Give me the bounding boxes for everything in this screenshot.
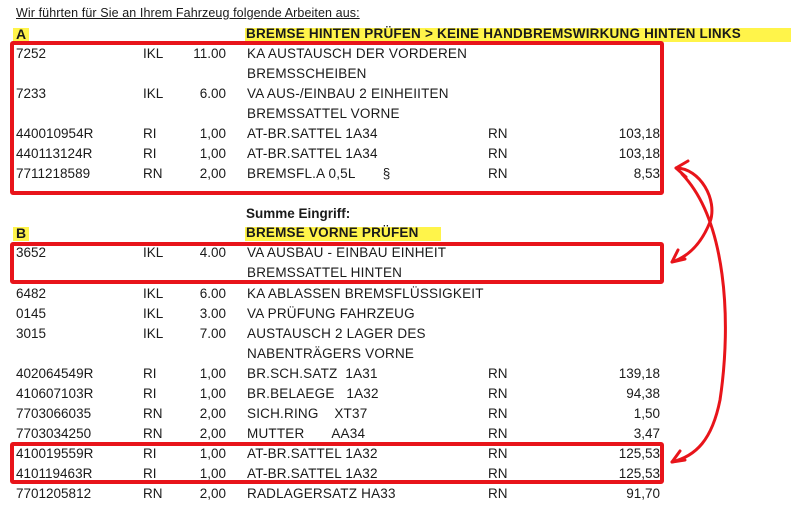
part-code: 6482	[16, 286, 47, 301]
quantity: 2,00	[199, 166, 226, 181]
section-b-letter: B	[16, 225, 27, 241]
quantity: 2,00	[199, 406, 226, 421]
item-type: IKL	[143, 306, 164, 321]
description-continued: NABENTRÄGERS VORNE	[247, 346, 415, 361]
part-code: 402064549R	[16, 366, 94, 381]
quantity: 1,00	[199, 466, 226, 481]
description-continued: BREMSSCHEIBEN	[247, 66, 367, 81]
part-code: 440010954R	[16, 126, 94, 141]
description: AT-BR.SATTEL 1A34	[247, 126, 378, 141]
item-type: RI	[143, 446, 157, 461]
item-type: RI	[143, 466, 157, 481]
quantity: 6.00	[199, 86, 226, 101]
description: MUTTER AA34	[247, 426, 366, 441]
unit: RN	[488, 426, 508, 441]
part-code: 7252	[16, 46, 47, 61]
part-code: 7711218589	[16, 166, 91, 181]
description: RADLAGERSATZ HA33	[247, 486, 396, 501]
section-b-title: BREMSE VORNE PRÜFEN	[246, 225, 419, 240]
description-continued: BREMSSATTEL HINTEN	[247, 265, 403, 280]
price: 91,70	[626, 486, 660, 501]
quantity: 6.00	[199, 286, 226, 301]
part-code: 0145	[16, 306, 47, 321]
item-type: IKL	[143, 46, 164, 61]
section-a-letter: A	[16, 26, 27, 42]
section-a-title: BREMSE HINTEN PRÜFEN > KEINE HANDBREMSWIRKUNG HINTEN LINKS	[246, 26, 741, 41]
item-type: RI	[143, 126, 157, 141]
description: VA PRÜFUNG FAHRZEUG	[247, 306, 415, 321]
item-type: RN	[143, 166, 163, 181]
price: 103,18	[618, 126, 660, 141]
part-code: 3015	[16, 326, 47, 341]
price: 8,53	[633, 166, 660, 181]
description: AT-BR.SATTEL 1A34	[247, 146, 378, 161]
part-code: 410607103R	[16, 386, 94, 401]
unit: RN	[488, 406, 508, 421]
description: BR.BELAEGE 1A32	[247, 386, 379, 401]
description: VA AUSBAU - EINBAU EINHEIT	[247, 245, 447, 260]
quantity: 1,00	[199, 366, 226, 381]
item-type: RN	[143, 426, 163, 441]
description: SICH.RING XT37	[247, 406, 368, 421]
item-type: RN	[143, 486, 163, 501]
quantity: 1,00	[199, 386, 226, 401]
part-code: 7701205812	[16, 486, 92, 501]
intro-text: Wir führten für Sie an Ihrem Fahrzeug folgende Arbeiten aus:	[16, 6, 360, 20]
description: AT-BR.SATTEL 1A32	[247, 466, 378, 481]
price: 139,18	[618, 366, 660, 381]
part-code: 7703066035	[16, 406, 92, 421]
item-type: RI	[143, 386, 157, 401]
description: KA ABLASSEN BREMSFLÜSSIGKEIT	[247, 286, 484, 301]
quantity: 2,00	[199, 426, 226, 441]
unit: RN	[488, 466, 508, 481]
description: AUSTAUSCH 2 LAGER DES	[247, 326, 426, 341]
quantity: 1,00	[199, 146, 226, 161]
unit: RN	[488, 146, 508, 161]
item-type: IKL	[143, 245, 164, 260]
quantity: 4.00	[199, 245, 226, 260]
price: 103,18	[618, 146, 660, 161]
description: BR.SCH.SATZ 1A31	[247, 366, 378, 381]
quantity: 1,00	[199, 446, 226, 461]
item-type: IKL	[143, 326, 164, 341]
quantity: 7.00	[199, 326, 226, 341]
part-code: 440113124R	[16, 146, 93, 161]
arrow-head-bottom-left	[672, 451, 685, 462]
description: BREMSFL.A 0,5L §	[247, 166, 391, 181]
price: 1,50	[633, 406, 660, 421]
unit: RN	[488, 446, 508, 461]
unit: RN	[488, 166, 508, 181]
unit: RN	[488, 386, 508, 401]
description: VA AUS-/EINBAU 2 EINHEIITEN	[247, 86, 449, 101]
price: 125,53	[618, 446, 660, 461]
description: AT-BR.SATTEL 1A32	[247, 446, 378, 461]
part-code: 3652	[16, 245, 47, 260]
part-code: 7233	[16, 86, 47, 101]
quantity: 2,00	[199, 486, 226, 501]
part-code: 410019559R	[16, 446, 94, 461]
part-code: 7703034250	[16, 426, 92, 441]
arrow-long	[672, 174, 725, 462]
unit: RN	[488, 366, 508, 381]
description: KA AUSTAUSCH DER VORDEREN	[247, 46, 468, 61]
unit: RN	[488, 486, 508, 501]
item-type: RI	[143, 366, 157, 381]
item-type: RN	[143, 406, 163, 421]
unit: RN	[488, 126, 508, 141]
description-continued: BREMSSATTEL VORNE	[247, 106, 400, 121]
price: 3,47	[633, 426, 660, 441]
quantity: 11.00	[193, 46, 226, 61]
part-code: 410119463R	[16, 466, 93, 481]
item-type: IKL	[143, 286, 164, 301]
item-type: IKL	[143, 86, 164, 101]
summary-label: Summe Eingriff:	[246, 206, 351, 221]
item-type: RI	[143, 146, 157, 161]
price: 125,53	[618, 466, 660, 481]
price: 94,38	[626, 386, 660, 401]
quantity: 3.00	[199, 306, 226, 321]
quantity: 1,00	[199, 126, 226, 141]
